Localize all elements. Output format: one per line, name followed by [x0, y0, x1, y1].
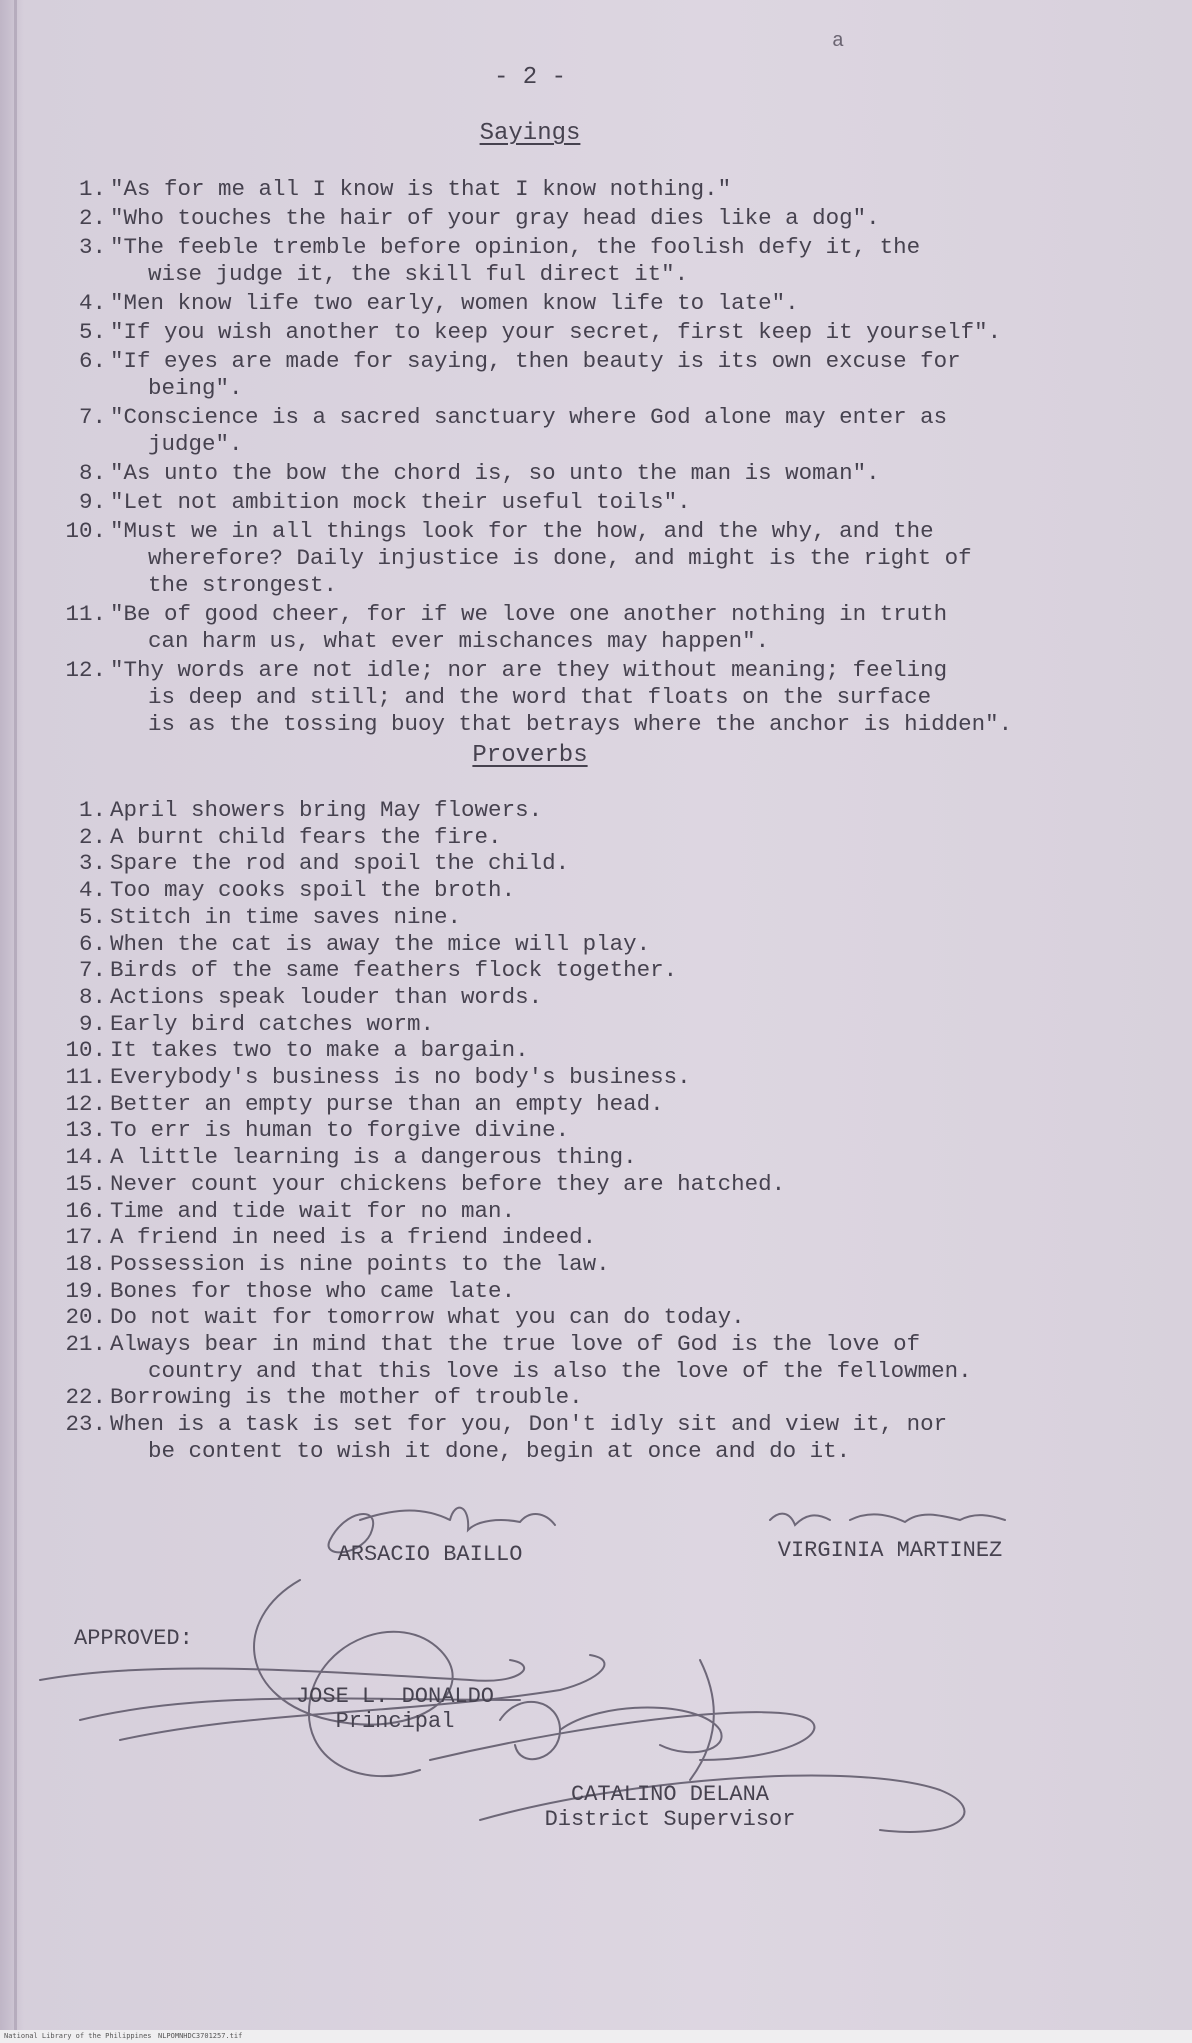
- item-number: 11.: [65, 1064, 106, 1091]
- signatory-arsacio-baillo: [290, 1542, 570, 1567]
- item-number: 10.: [65, 518, 106, 544]
- item-number: 10.: [65, 1037, 106, 1064]
- item-line: is as the tossing buoy that betrays where the anchor is hidden".: [148, 711, 1013, 737]
- item-line: To err is human to forgive divine.: [110, 1117, 570, 1144]
- item-line: "Let not ambition mock their useful toils".: [110, 489, 691, 515]
- item-line: A friend in need is a friend indeed.: [110, 1224, 597, 1251]
- signatory-name: ARSACIO BAILLO: [337, 1542, 523, 1567]
- item-line: judge".: [148, 431, 243, 457]
- item-line: wise judge it, the skill ful direct it".: [148, 261, 689, 287]
- item-line: Possession is nine points to the law.: [110, 1250, 610, 1277]
- item-number: 6.: [78, 348, 106, 374]
- item-number: 17.: [65, 1224, 106, 1251]
- footer-file: NLPOMNHDC3701257.tif: [158, 2032, 243, 2040]
- item-number: 7.: [78, 404, 106, 430]
- item-number: 5.: [78, 903, 106, 930]
- item-number: 2.: [78, 823, 106, 850]
- item-line: Everybody's business is no body's business.: [110, 1064, 691, 1091]
- approved-label: APPROVED:: [74, 1626, 193, 1651]
- signatory-virginia-martinez: [740, 1538, 1040, 1563]
- item-line: April showers bring May flowers.: [110, 797, 543, 823]
- item-number: 11.: [65, 601, 106, 627]
- signatory-supervisor: [500, 1782, 840, 1832]
- item-number: 9.: [78, 489, 106, 515]
- sayings-title: Sayings: [479, 120, 581, 147]
- item-line: "As unto the bow the chord is, so unto the man is woman".: [110, 460, 880, 486]
- item-line: Early bird catches worm.: [110, 1010, 435, 1037]
- item-line: wherefore? Daily injustice is done, and might is the right of: [148, 545, 972, 571]
- signatory-name: VIRGINIA MARTINEZ: [777, 1538, 1003, 1563]
- item-number: 12.: [65, 657, 106, 683]
- item-number: 13.: [65, 1117, 106, 1144]
- item-line: "If you wish another to keep your secret, first keep it yourself".: [110, 319, 1002, 345]
- item-number: 1.: [78, 797, 106, 823]
- item-line: Stitch in time saves nine.: [110, 903, 462, 930]
- item-line: "Conscience is a sacred sanctuary where God alone may enter as: [110, 404, 948, 430]
- item-number: 5.: [78, 319, 106, 345]
- item-number: 23.: [65, 1411, 106, 1438]
- page-number: - 2 -: [493, 64, 566, 91]
- item-line: Do not wait for tomorrow what you can do today.: [110, 1304, 745, 1331]
- item-number: 6.: [78, 930, 106, 957]
- item-line: Spare the rod and spoil the child.: [110, 850, 570, 877]
- footer-source: National Library of the Philippines: [4, 2032, 152, 2040]
- item-line: being".: [148, 375, 243, 401]
- scan-footer: [0, 2030, 1192, 2043]
- item-number: 19.: [65, 1277, 106, 1304]
- item-line: is deep and still; and the word that floats on the surface: [148, 684, 932, 710]
- item-line: It takes two to make a bargain.: [110, 1037, 529, 1064]
- item-number: 1.: [78, 176, 106, 202]
- item-line: Birds of the same feathers flock together.: [110, 957, 678, 984]
- item-line: "Who touches the hair of your gray head dies like a dog".: [110, 205, 880, 231]
- signatory-name: JOSE L. DONALDO: [295, 1684, 495, 1709]
- item-line: the strongest.: [148, 572, 338, 598]
- item-line: "The feeble tremble before opinion, the foolish defy it, the: [110, 234, 921, 260]
- item-line: Actions speak louder than words.: [110, 983, 543, 1010]
- signature-jose-donaldo: [40, 1580, 604, 1776]
- item-line: Borrowing is the mother of trouble.: [110, 1384, 583, 1411]
- item-number: 20.: [65, 1304, 106, 1331]
- item-line: "Thy words are not idle; nor are they without meaning; feeling: [110, 657, 948, 683]
- item-number: 9.: [78, 1010, 106, 1037]
- item-line: "Must we in all things look for the how, and the why, and the: [110, 518, 934, 544]
- item-line: "If eyes are made for saying, then beauty is its own excuse for: [110, 348, 961, 374]
- item-number: 4.: [78, 290, 106, 316]
- item-line: Bones for those who came late.: [110, 1277, 516, 1304]
- item-line: "Be of good cheer, for if we love one another nothing in truth: [110, 601, 948, 627]
- signatory-name: CATALINO DELANA: [570, 1782, 770, 1807]
- corner-mark: a: [832, 30, 845, 53]
- item-line: "Men know life two early, women know life to late".: [110, 290, 799, 316]
- item-number: 16.: [65, 1197, 106, 1224]
- signatory-title: District Supervisor: [544, 1807, 796, 1832]
- signatory-principal: [250, 1684, 540, 1734]
- item-line: country and that this love is also the love of the fellowmen.: [148, 1357, 972, 1384]
- item-number: 21.: [65, 1331, 106, 1358]
- proverbs-title: Proverbs: [472, 742, 588, 769]
- item-number: 2.: [78, 205, 106, 231]
- item-number: 4.: [78, 877, 106, 904]
- item-line: Time and tide wait for no man.: [110, 1197, 516, 1224]
- signatory-title: Principal: [335, 1709, 455, 1734]
- item-line: Always bear in mind that the true love of God is the love of: [110, 1331, 921, 1358]
- item-number: 22.: [65, 1384, 106, 1411]
- item-number: 14.: [65, 1144, 106, 1171]
- item-line: Better an empty purse than an empty head.: [110, 1090, 664, 1117]
- item-number: 15.: [65, 1170, 106, 1197]
- item-line: be content to wish it done, begin at once and do it.: [148, 1437, 851, 1464]
- item-line: "As for me all I know is that I know nothing.": [110, 176, 732, 202]
- item-line: When the cat is away the mice will play.: [110, 930, 651, 957]
- item-number: 8.: [78, 460, 106, 486]
- item-line: When is a task is set for you, Don't idly sit and view it, nor: [110, 1411, 948, 1438]
- item-line: A burnt child fears the fire.: [110, 823, 502, 850]
- signature-virginia-martinez: [770, 1514, 1005, 1525]
- item-line: Too may cooks spoil the broth.: [110, 877, 516, 904]
- item-number: 12.: [65, 1090, 106, 1117]
- item-line: Never count your chickens before they are hatched.: [110, 1170, 786, 1197]
- item-number: 18.: [65, 1250, 106, 1277]
- item-number: 7.: [78, 957, 106, 984]
- item-number: 8.: [78, 983, 106, 1010]
- item-line: can harm us, what ever mischances may happen".: [148, 628, 770, 654]
- item-line: A little learning is a dangerous thing.: [110, 1144, 637, 1171]
- item-number: 3.: [78, 850, 106, 877]
- item-number: 3.: [78, 234, 106, 260]
